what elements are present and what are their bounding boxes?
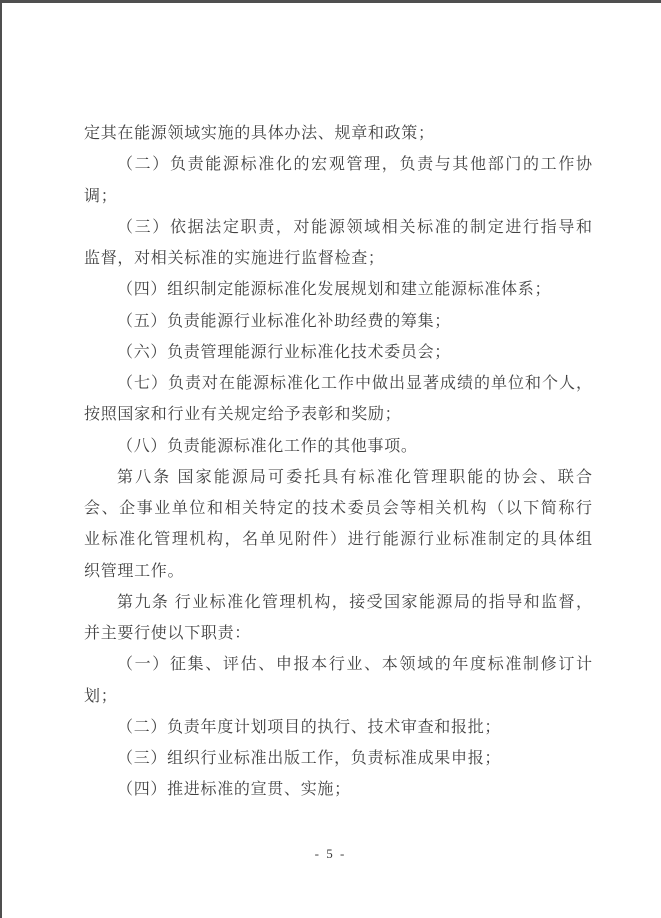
text-line: （二）负责能源标准化的宏观管理，负责与其他部门的工作协 [117, 156, 592, 174]
text-line: （七）负责对在能源标准化工作中做出显著成绩的单位和个人， [117, 375, 592, 392]
text-line: 第九条 行业标准化管理机构，接受国家能源局的指导和监督， [117, 593, 592, 611]
text-line: （三）组织行业标准出版工作，负责标准成果申报； [117, 750, 502, 767]
text-line: （二）负责年度计划项目的执行、技术审查和报批； [117, 718, 502, 736]
page-number: - 5 - [314, 846, 347, 861]
text-line: 业标准化管理机构，名单见附件）进行能源行业标准制定的具体组 [84, 531, 592, 549]
text-line: 划； [84, 687, 118, 705]
text-line: 第八条 国家能源局可委托具有标准化管理职能的协会、联合 [117, 468, 592, 486]
text-line: 会、企事业单位和相关特定的技术委员会等相关机构（以下简称行 [84, 500, 592, 517]
text-line: （八）负责能源标准化工作的其他事项。 [117, 437, 418, 455]
text-line: 监督，对相关标准的实施进行监督检查； [84, 250, 385, 267]
text-line: （四）推进标准的宣贯、实施； [117, 781, 351, 799]
text-line: （一）征集、评估、申报本行业、本领域的年度标准制修订计 [117, 656, 592, 674]
document-page-body [84, 118, 592, 806]
text-line: 按照国家和行业有关规定给予表彰和奖励； [84, 406, 402, 424]
text-line: （三）依据法定职责，对能源领域相关标准的制定进行指导和 [117, 218, 592, 236]
scan-edge-top [0, 0, 661, 3]
text-line: 织管理工作。 [84, 562, 185, 580]
text-line: 定其在能源领域实施的具体办法、规章和政策； [84, 125, 435, 142]
text-line: （四）组织制定能源标准化发展规划和建立能源标准体系； [117, 281, 552, 299]
text-line: （五）负责能源行业标准化补助经费的筹集； [117, 312, 452, 330]
text-line: 调； [84, 187, 118, 205]
text-line: 并主要行使以下职责： [84, 625, 252, 642]
text-line: （六）负责管理能源行业标准化技术委员会； [117, 343, 452, 361]
scan-edge-left [0, 0, 2, 918]
